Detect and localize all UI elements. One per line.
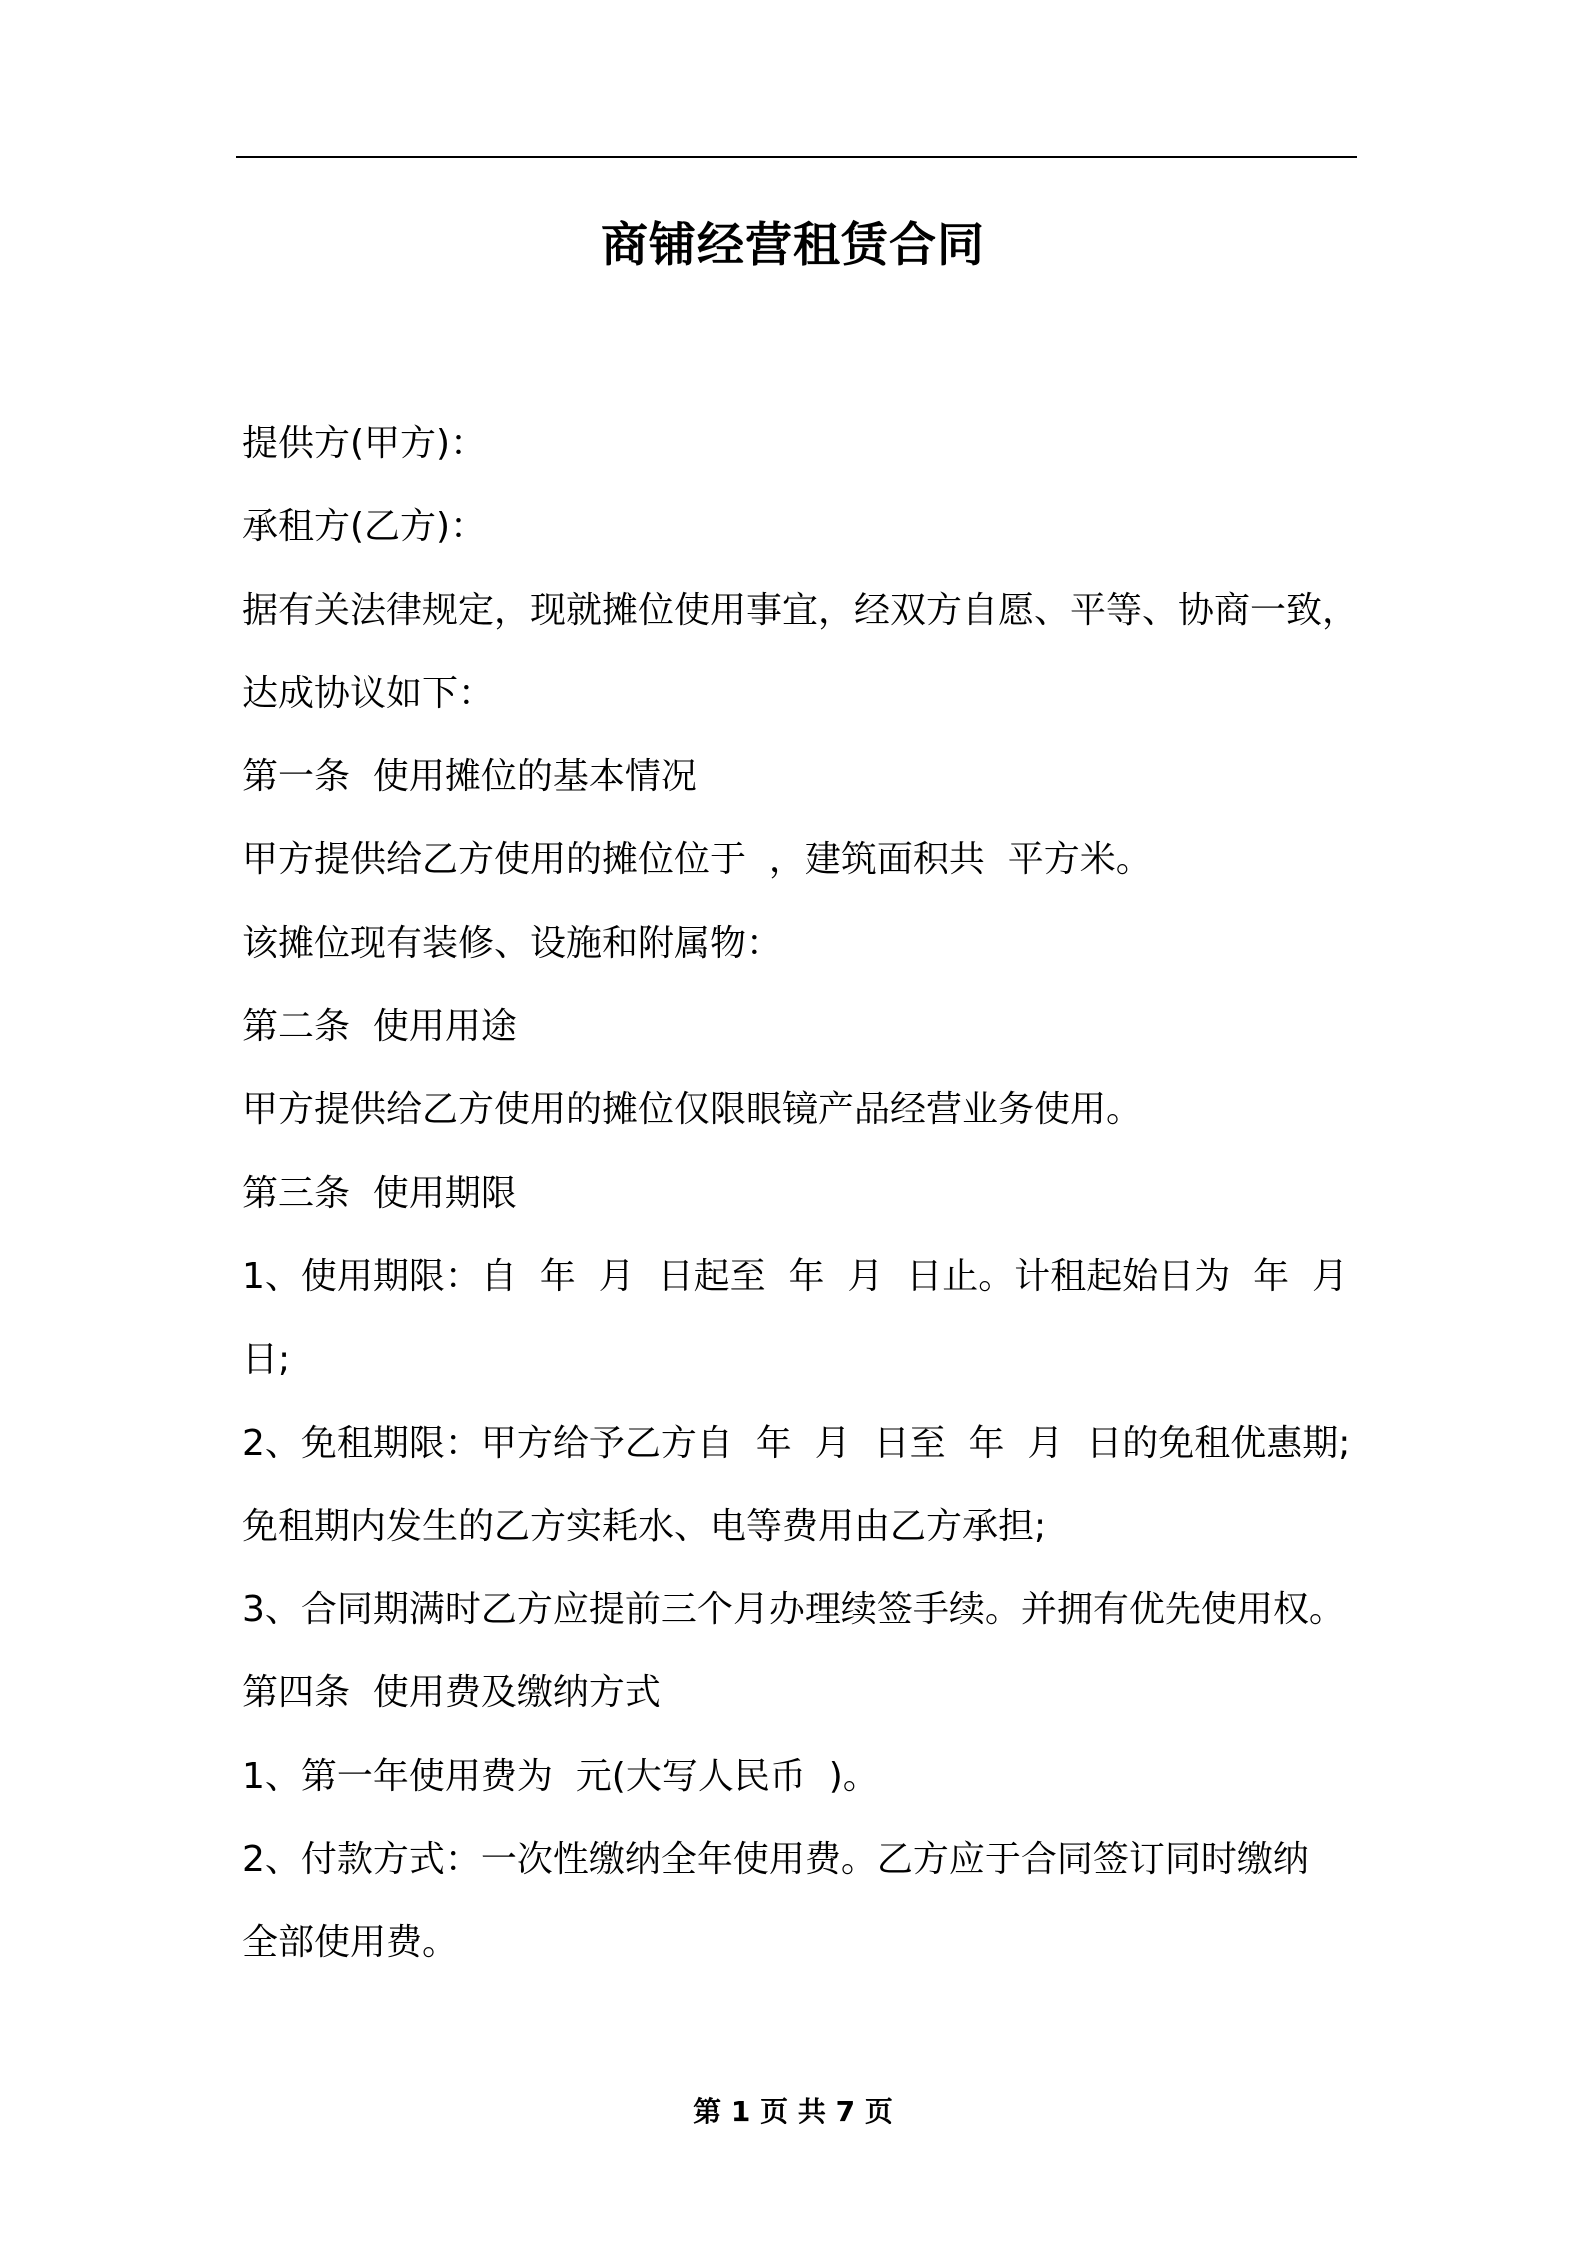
preamble-line-1: 据有关法律规定，现就摊位使用事宜，经双方自愿、平等、协商一致， <box>242 589 1359 631</box>
article-3-term-line-1: 1、使用期限：自 年 月 日起至 年 月 日止。计租起始日为 年 月 <box>242 1255 1348 1297</box>
article-1-location: 甲方提供给乙方使用的摊位位于 ，建筑面积共 平方米。 <box>242 839 1152 881</box>
page-number-footer: 第 1 页 共 7 页 <box>693 2095 893 2128</box>
article-3-renewal: 3、合同期满时乙方应提前三个月办理续签手续。并拥有优先使用权。 <box>242 1589 1345 1631</box>
article-4-fee: 1、第一年使用费为 元(大写人民币 )。 <box>242 1755 879 1797</box>
preamble-line-2: 达成协议如下： <box>242 672 495 714</box>
article-3-term-line-2: 日; <box>242 1339 291 1381</box>
article-4-payment-line-1: 2、付款方式：一次性缴纳全年使用费。乙方应于合同签订同时缴纳 <box>242 1839 1309 1881</box>
article-3-rent-free-line-1: 2、免租期限：甲方给予乙方自 年 月 日至 年 月 日的免租优惠期; <box>242 1422 1351 1464</box>
article-2-purpose: 甲方提供给乙方使用的摊位仅限眼镜产品经营业务使用。 <box>242 1089 1143 1131</box>
article-1-facilities: 该摊位现有装修、设施和附属物： <box>242 922 783 964</box>
party-a-line: 提供方(甲方)： <box>242 423 487 464</box>
document-title: 商铺经营租赁合同 <box>601 218 985 273</box>
document-body <box>242 402 1372 1985</box>
article-2-heading: 第二条 使用用途 <box>242 1006 517 1048</box>
article-3-heading: 第三条 使用期限 <box>242 1172 517 1214</box>
article-4-heading: 第四条 使用费及缴纳方式 <box>242 1672 661 1714</box>
article-1-heading: 第一条 使用摊位的基本情况 <box>242 756 697 798</box>
header-rule <box>236 156 1357 158</box>
article-4-payment-line-2: 全部使用费。 <box>242 1922 459 1964</box>
article-3-rent-free-line-2: 免租期内发生的乙方实耗水、电等费用由乙方承担; <box>242 1505 1047 1547</box>
party-b-line: 承租方(乙方)： <box>242 506 487 548</box>
